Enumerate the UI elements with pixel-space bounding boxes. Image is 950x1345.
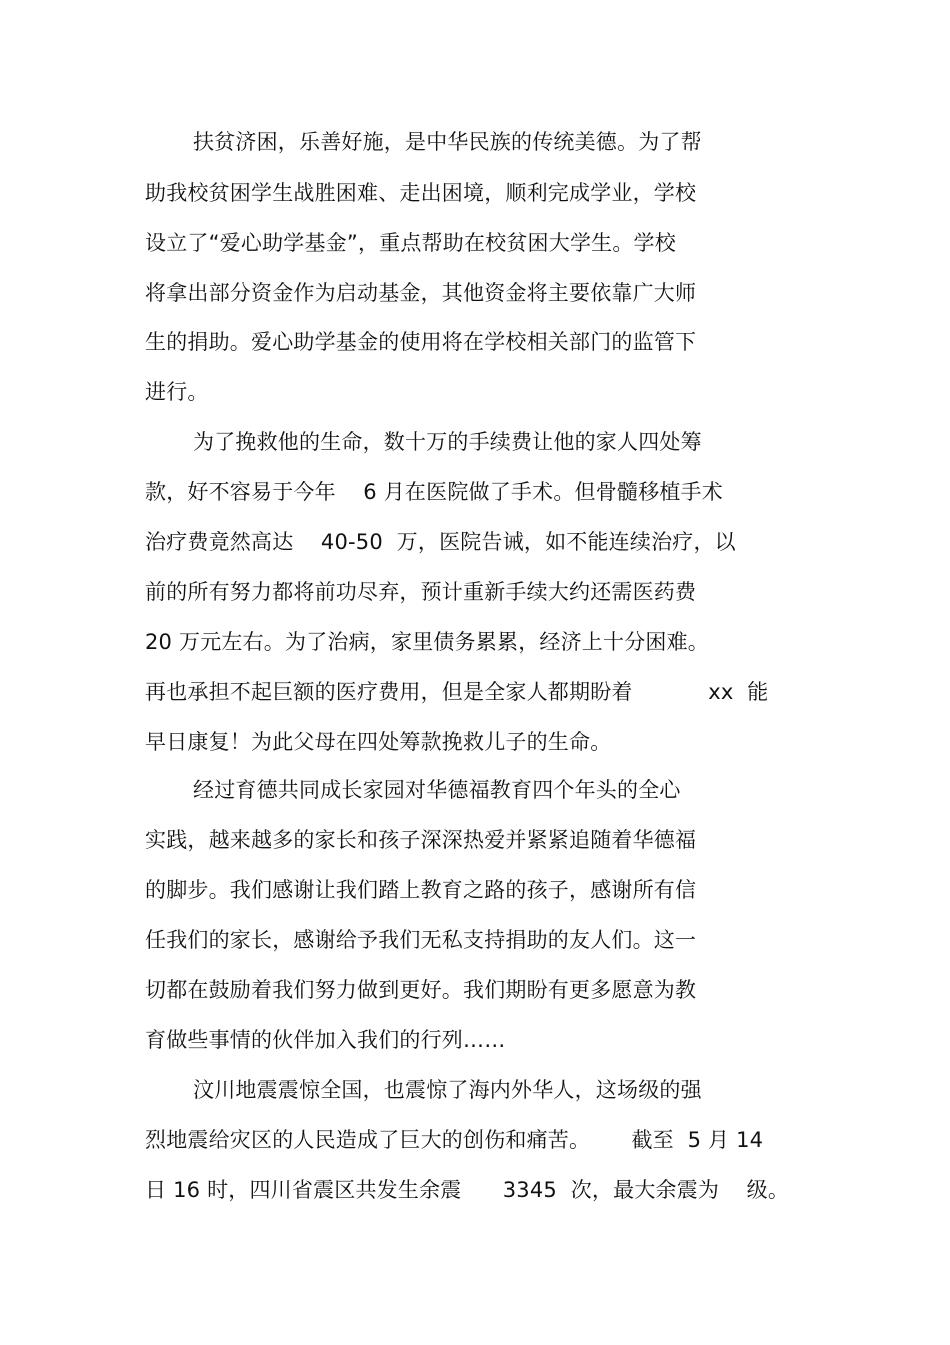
paragraph-3-line-2: 实践，越来越多的家长和孩子深深热爱并紧紧追随着华德福 — [145, 828, 697, 852]
paragraph-3-line-1: 经过育德共同成长家园对华德福教育四个年头的全心 — [193, 778, 681, 802]
paragraph-2-line-2: 款，好不容易于今年 6 月在医院做了手术。但骨髓移植手术 — [145, 480, 723, 504]
paragraph-1-line-1: 扶贫济困，乐善好施，是中华民族的传统美德。为了帮 — [193, 130, 702, 154]
paragraph-2-line-1: 为了挽救他的生命，数十万的手续费让他的家人四处筹 — [193, 430, 702, 454]
paragraph-4-line-2: 烈地震给灾区的人民造成了巨大的创伤和痛苦。 截至 5 月 14 — [145, 1128, 764, 1152]
paragraph-2-line-4: 前的所有努力都将前功尽弃，预计重新手续大约还需医药费 — [145, 580, 697, 604]
paragraph-2-line-5: 20 万元左右。为了治病，家里债务累累，经济上十分困难。 — [145, 630, 709, 654]
paragraph-4-line-1: 汶川地震震惊全国，也震惊了海内外华人，这场级的强 — [193, 1078, 702, 1102]
paragraph-2-line-6: 再也承担不起巨额的医疗费用，但是全家人都期盼着 xx 能 — [145, 680, 769, 704]
paragraph-3-line-4: 任我们的家长，感谢给予我们无私支持捐助的友人们。这一 — [145, 928, 697, 952]
paragraph-4-line-3: 日 16 时，四川省震区共发生余震 3345 次，最大余震为 级。 — [145, 1178, 790, 1202]
paragraph-1-line-3: 设立了“爱心助学基金”，重点帮助在校贫困大学生。学校 — [145, 231, 676, 255]
paragraph-1-line-2: 助我校贫困学生战胜困难、走出困境，顺利完成学业，学校 — [145, 181, 697, 205]
paragraph-3-line-6: 育做些事情的伙伴加入我们的行列…… — [145, 1028, 506, 1052]
paragraph-3-line-3: 的脚步。我们感谢让我们踏上教育之路的孩子，感谢所有信 — [145, 878, 697, 902]
paragraph-3-line-5: 切都在鼓励着我们努力做到更好。我们期盼有更多愿意为教 — [145, 978, 697, 1002]
paragraph-1-line-4: 将拿出部分资金作为启动基金，其他资金将主要依靠广大师 — [145, 281, 697, 305]
paragraph-2-line-7: 早日康复！为此父母在四处筹款挽救儿子的生命。 — [145, 730, 612, 754]
paragraph-1-line-6: 进行。 — [145, 380, 209, 404]
paragraph-1-line-5: 生的捐助。爱心助学基金的使用将在学校相关部门的监管下 — [145, 330, 697, 354]
paragraph-2-line-3: 治疗费竟然高达 40-50 万，医院告诫，如不能连续治疗，以 — [145, 530, 736, 554]
